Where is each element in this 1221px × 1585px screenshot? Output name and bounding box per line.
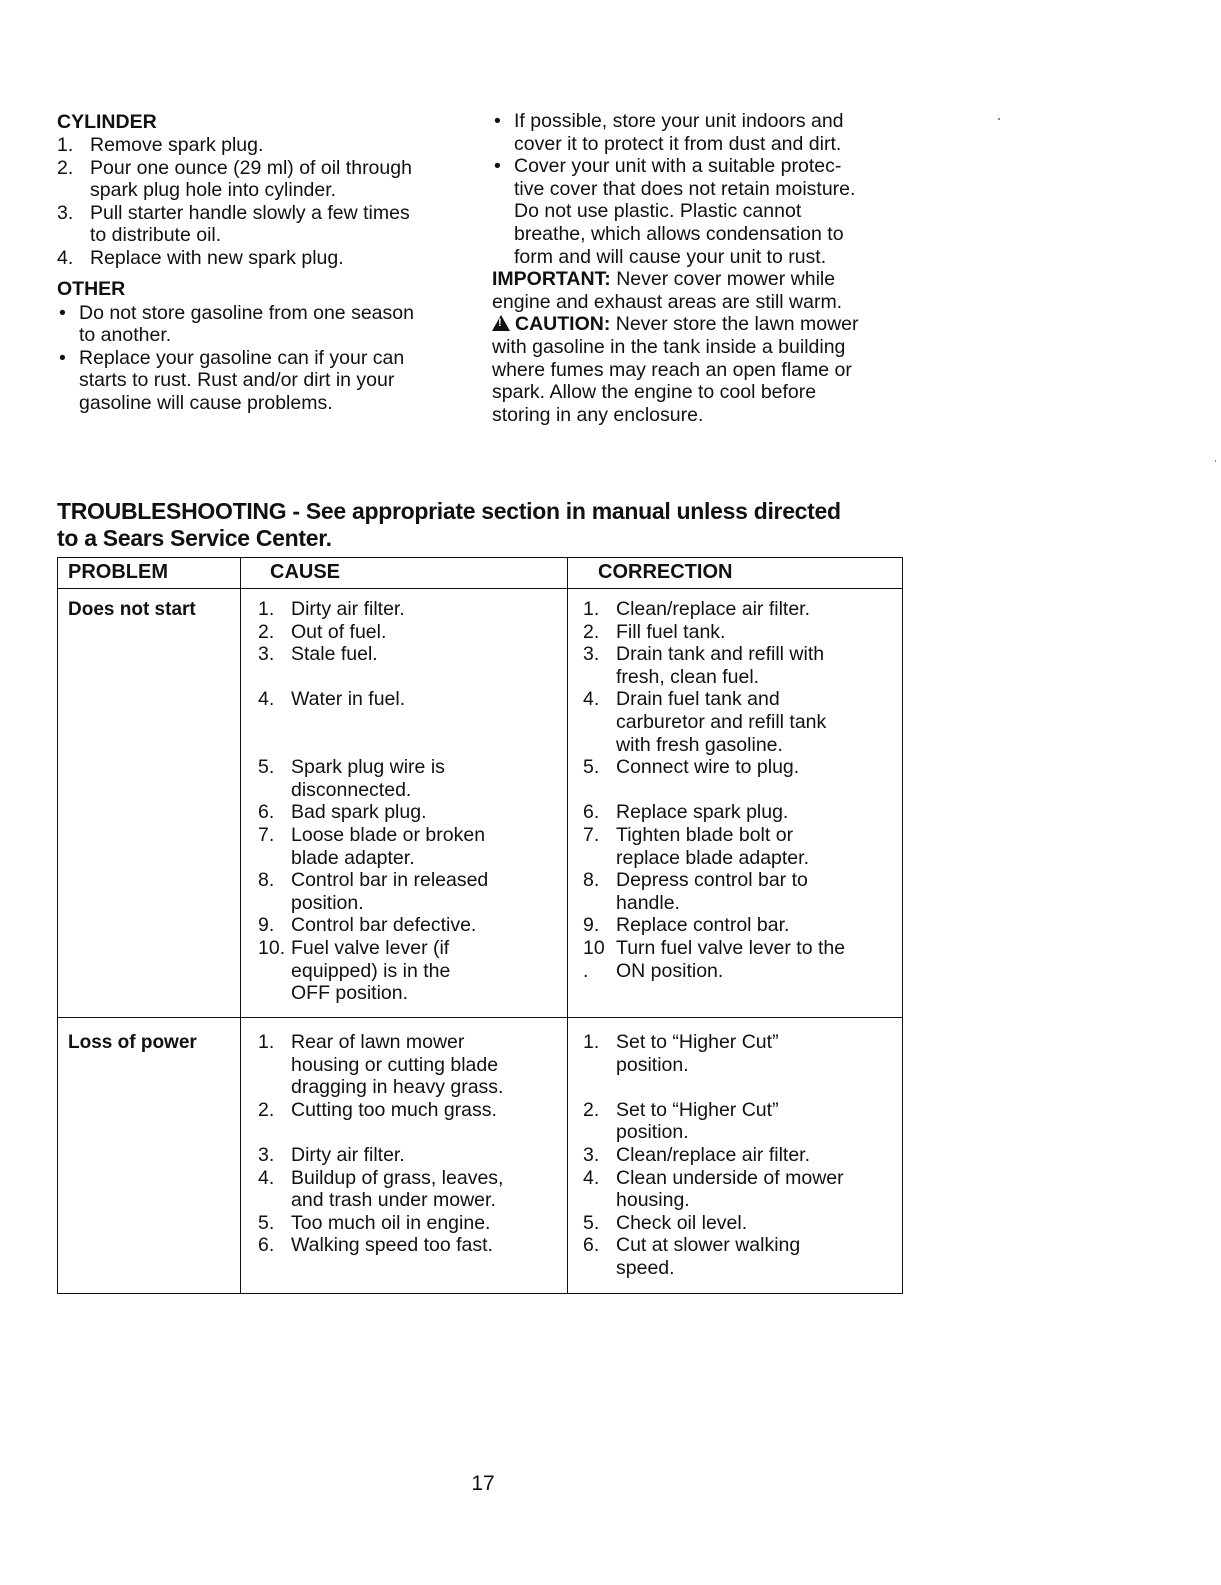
header-cause: CAUSE	[270, 561, 341, 583]
list-item: • Do not store gasoline from one season to another.	[57, 302, 467, 347]
warning-triangle-icon	[492, 315, 510, 331]
important-label: IMPORTANT:	[492, 268, 611, 291]
troubleshooting-title: TROUBLESHOOTING - See appropriate section in manual unless directed to a Sears Service Center.	[57, 498, 841, 551]
scan-speck	[998, 118, 1000, 120]
cylinder-steps	[57, 134, 467, 270]
caution-label: CAUTION:	[515, 313, 611, 336]
column-divider	[567, 558, 568, 1293]
list-item: 2. Pour one ounce (29 ml) of oil through spark plug hole into cylinder.	[57, 156, 412, 202]
scan-speck	[1215, 460, 1216, 462]
right-column	[492, 110, 912, 426]
header-divider	[58, 588, 902, 589]
list-item: • If possible, store your unit indoors and cover it to protect it from dust and dirt.	[492, 110, 912, 155]
troubleshooting-table: PROBLEM CAUSE CORRECTION Does not start Loss of power 1. Dirty air filter. 2. Out of fuel. 3. Stale fuel. 4. Water in fuel. 5. Spark plug wire is disconnected. 6. Bad spark plug. 7. Loose blade or broken blade adapter. 8. Control bar in released position. 9. Control bar defective. 10. Fuel valve lever (if equipped) is in the OFF position. 1. Clean/replace air filter. 2. Fill fuel tank. 3. Drain tank and refill with fresh, clean fuel. 4. Drain fuel tank and carburetor and refill tank with fresh gasoline. 5. Connect wire to plug. 6. Replace spark plug. 7. Tighten blade bolt or replace blade adapter. 8. Depress control bar to handle. 9. Replace control bar. 10 . Turn fuel valve lever to the ON position. 1. Rear of lawn mower housing or cutting blade dragging in heavy grass. 2. Cutting too much grass. 3. Dirty air filter. 4. Buildup of grass, leaves, and trash under mower. 5. Too much oil in engine. 6. Walking speed too fast. 1. Set to “Higher Cut” position. 2. Set to “Higher Cut” position. 3. Clean/replace air filter. 4. Clean underside of mower housing. 5. Check oil level. 6. Cut at slower walking speed.	[57, 557, 903, 1294]
list-item: 1. Remove spark plug.	[57, 134, 264, 156]
cylinder-heading: CYLINDER	[57, 111, 157, 133]
left-column	[57, 110, 467, 415]
important-note: IMPORTANT: Never cover mower while engine and exhaust areas are still warm.	[492, 268, 843, 313]
header-problem: PROBLEM	[68, 561, 168, 583]
problem-loss-of-power: Loss of power	[68, 1032, 197, 1053]
caution-note: !CAUTION: Never store the lawn mower with gasoline in the tank inside a building where fumes may reach an open flame or spark. Allow the engine to cool before storing in any enclosure.	[492, 313, 912, 426]
page-number: 17	[471, 1472, 495, 1495]
list-item: 4. Replace with new spark plug.	[57, 246, 344, 269]
list-item: • Replace your gasoline can if your can starts to rust. Rust and/or dirt in your gasoline will cause problems.	[57, 347, 467, 415]
storage-bullets	[492, 110, 912, 268]
list-item: 3. Pull starter handle slowly a few times to distribute oil.	[57, 201, 410, 247]
other-bullets	[57, 302, 467, 415]
row-divider	[58, 1017, 902, 1018]
column-divider	[240, 558, 241, 1293]
header-correction: CORRECTION	[598, 561, 733, 583]
problem-does-not-start: Does not start	[68, 599, 196, 620]
other-heading: OTHER	[57, 277, 126, 300]
list-item: • Cover your unit with a suitable protec- tive cover that does not retain moisture. Do not use plastic. Plastic cannot breathe, which allows condensation to form and will cause your unit to rust.	[492, 155, 912, 268]
